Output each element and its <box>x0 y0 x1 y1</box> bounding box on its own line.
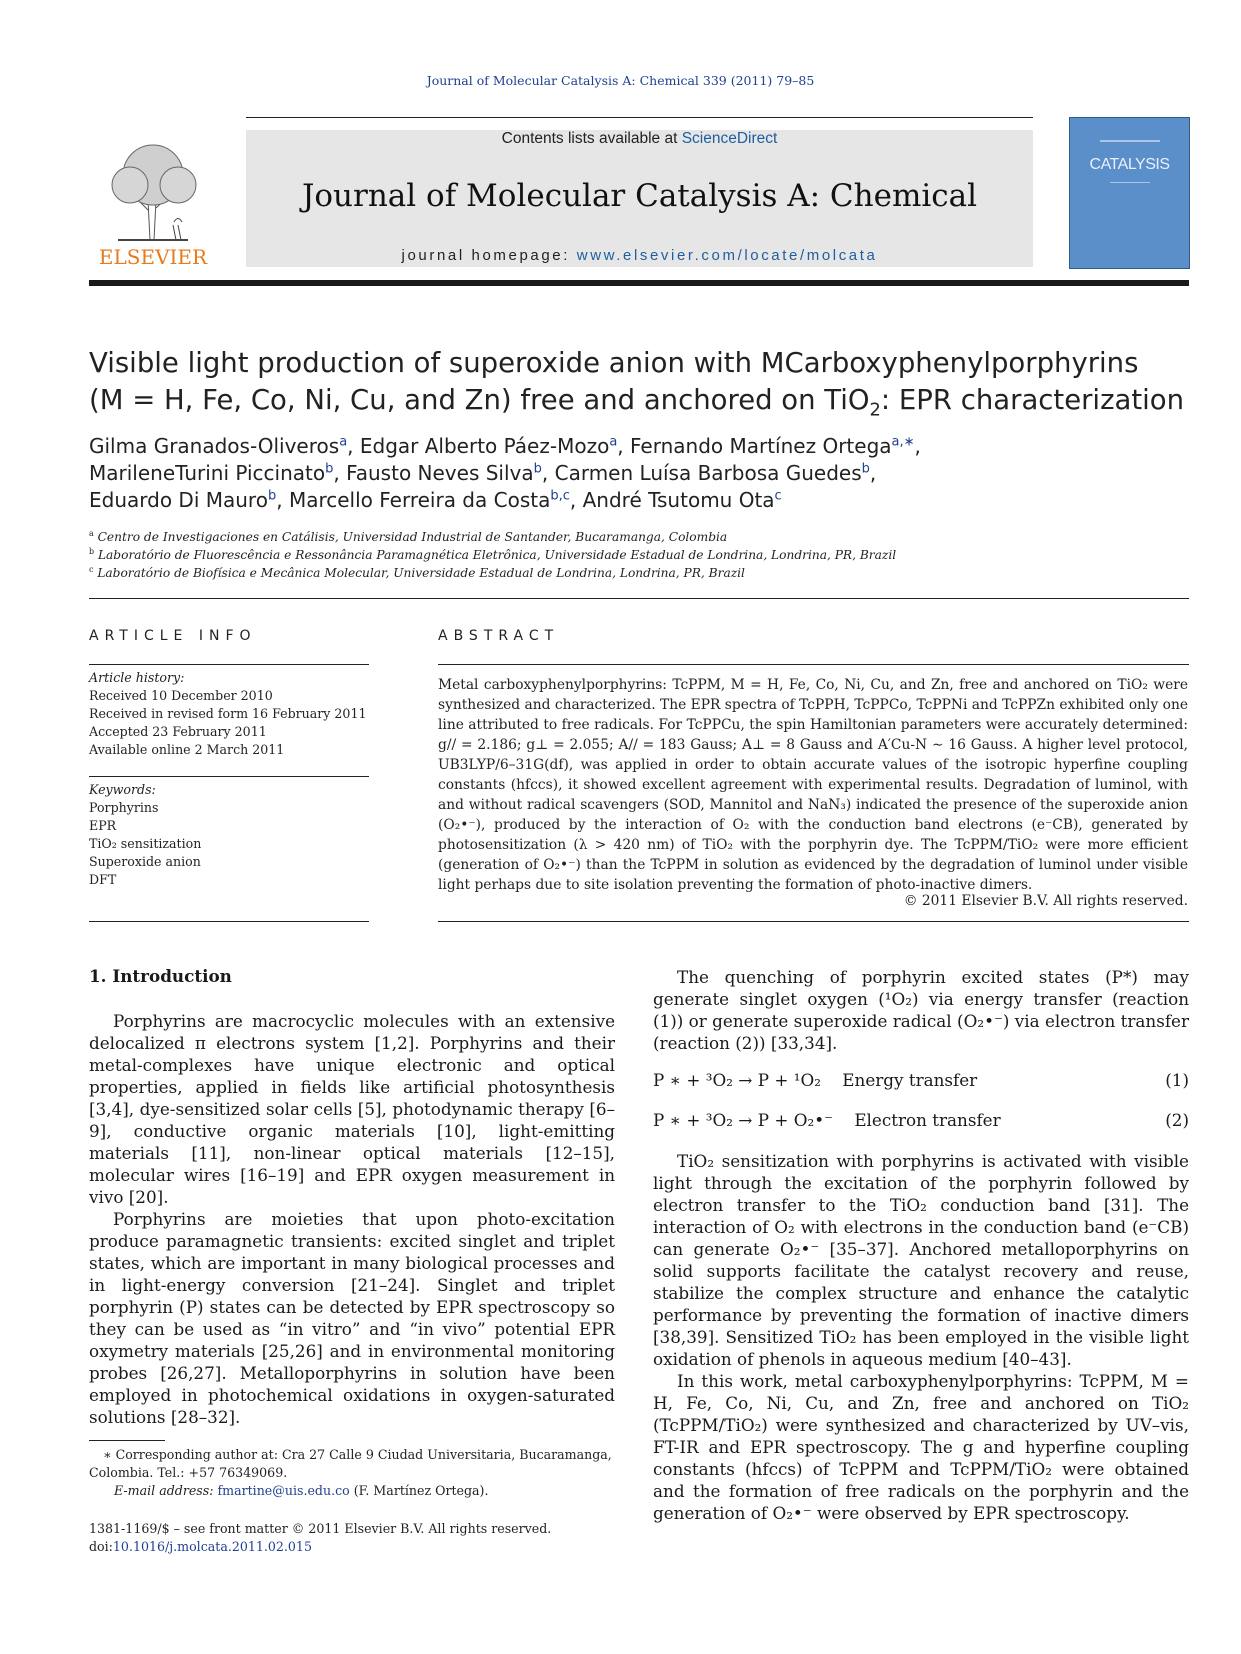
footnote-corresponding: ∗ Corresponding author at: Cra 27 Calle 9 Ciudad Universitaria, Bucaramanga, Colombia. Tel.: +57 76349069. E-mail address: fmartine@uis.edu.co (F. Martínez Ortega). <box>89 1447 612 1498</box>
author-name: Marcello Ferreira da Costa <box>288 488 551 512</box>
keyword: DFT <box>89 872 117 887</box>
abstract-copyright: © 2011 Elsevier B.V. All rights reserved. <box>903 893 1188 909</box>
author-affil-mark[interactable]: b,c <box>550 488 570 504</box>
author-affil-mark[interactable]: b <box>267 488 277 504</box>
cover-title: CATALYSIS <box>1089 156 1170 173</box>
author-affil-mark[interactable]: b <box>533 461 542 477</box>
history-item: Accepted 23 February 2011 <box>89 724 267 739</box>
paragraph: TiO₂ sensitization with porphyrins is activated with visible light through the excitation of the porphyrin followed by electron transfer to the TiO₂ conduction band [31]. The interaction of O₂ with electrons in the conduction band (e⁻CB) can generate O₂•⁻ [35–37]. Anchored metalloporphyrins on solid supports facilitate the catalyst recovery and reuse, stabilize the complex structure and enhance the catalytic performance by preventing the formation of inactive dimers [38,39]. Sensitized TiO₂ has been employed in the visible light oxidation of phenols in aqueous medium [40–43]. <box>653 1151 1189 1369</box>
author-affil-mark[interactable]: a,∗ <box>891 434 915 450</box>
author-name: Fernando Martínez Ortega <box>630 434 892 458</box>
journal-citation[interactable]: Journal of Molecular Catalysis A: Chemical 339 (2011) 79–85 <box>426 73 815 88</box>
author-affil-mark[interactable]: a <box>609 434 618 450</box>
homepage-link[interactable]: www.elsevier.com/locate/molcata <box>576 247 878 264</box>
journal-cover-image <box>1069 117 1190 269</box>
contents-line: Contents lists available at ScienceDirect <box>501 130 778 147</box>
author-name: Carmen Luísa Barbosa Guedes <box>554 461 862 485</box>
header-thick-rule <box>89 280 1189 286</box>
paragraph: Porphyrins are moieties that upon photo-excitation produce paramagnetic transients: excited singlet and triplet states, which are important in many biological processes and in light-energy conversion [21–24]. Singlet and triplet porphyrin (P) states can be detected by EPR spectroscopy so they can be used as “in vitro” and “in vivo” potential EPR oxymetry materials [25,26] and in environmental monitoring probes [26,27]. Metalloporphyrins in solution have been employed in photochemical oxidations in oxygen-saturated solutions [28–32]. <box>89 1209 615 1427</box>
affiliation: $^b$ Laboratório de Fluorescência e Ressonância Paramagnética Eletrônica, Universidade Estadual de Londrina, Londrina, PR, Brazil <box>89 546 897 562</box>
equation-number: (1) <box>1165 1070 1189 1090</box>
paragraph: In this work, metal carboxyphenylporphyrins: TcPPM, M = H, Fe, Co, Ni, Cu, and Zn, free and anchored on TiO₂ (TcPPM/TiO₂) were synthesized and characterized by UV–vis, FT-IR and EPR spectroscopy. The g and hyperfine coupling constants (hfccs) of TcPPM and TcPPM/TiO₂ were obtained and the formation of free radicals on the porphyrin and the generation of O₂•⁻ were observed by EPR spectroscopy. <box>653 1371 1189 1523</box>
doi-link[interactable]: 10.1016/j.molcata.2011.02.015 <box>112 1539 312 1554</box>
keyword: Superoxide anion <box>89 854 201 869</box>
publisher-name: ELSEVIER <box>98 245 208 269</box>
front-matter: 1381-1169/$ – see front matter © 2011 Elsevier B.V. All rights reserved. doi:10.1016/j.molcata.2011.02.015 <box>89 1521 552 1554</box>
author-name: Eduardo Di Mauro <box>89 488 268 512</box>
history-item: Available online 2 March 2011 <box>89 742 285 757</box>
keyword: Porphyrins <box>89 800 159 815</box>
section-rule <box>89 598 1189 599</box>
paper-title: Visible light production of superoxide anion with MCarboxyphenylporphyrins (M = H, Fe, Co, Ni, Cu, and Zn) free and anchored on TiO$_2$: EPR characterization <box>89 347 1185 421</box>
equation-1 <box>653 1070 1189 1090</box>
keyword: EPR <box>89 818 117 833</box>
author-affil-mark[interactable]: b <box>861 461 870 477</box>
equation-label: Energy transfer <box>842 1070 978 1090</box>
info-rule <box>89 664 369 665</box>
author-affil-mark[interactable]: b <box>325 461 334 477</box>
abstract-text: Metal carboxyphenylporphyrins: TcPPM, M = H, Fe, Co, Ni, Cu, and Zn, free and anchored on TiO₂ were synthesized and characterized. The EPR spectra of TcPPH, TcPPCo, TcPPNi and TcPPZn exhibited only one line attributed to free radicals. For TcPPCu, the spin Hamiltonian parameters were accurately determined: g// = 2.186; g⊥ = 2.055; A// = 183 Gauss; A⊥ = 8 Gauss and A′Cu-N ∼ 16 Gauss. A higher level protocol, UB3LYP/6–31G(df), was applied in order to obtain accurate values of the isotropic hyperfine coupling constants (hfccs), it showed excellent agreement with experimental results. Degradation of luminol, with and without radical scavengers (SOD, Mannitol and NaN₃) indicated the presence of the superoxide anion (O₂•⁻), produced by the interaction of O₂ with the conduction band electrons (e⁻CB), generated by photosensitization (λ > 420 nm) of TiO₂ with the porphyrin dye. The TcPPM/TiO₂ were more efficient (generation of O₂•⁻) than the TcPPM in solution as evidenced by the degradation of luminol under visible light perhaps due to site isolation preventing the formation of photo-inactive dimers. <box>438 677 1188 893</box>
abstract-rule <box>438 664 1189 665</box>
keyword: TiO₂ sensitization <box>89 836 202 851</box>
info-rule <box>89 921 369 922</box>
journal-title: Journal of Molecular Catalysis A: Chemical <box>301 178 978 214</box>
equation-expression: P ∗ + ³O₂ → P + ¹O₂ <box>653 1070 821 1090</box>
abstract-rule <box>438 921 1189 922</box>
history-item: Received 10 December 2010 <box>89 688 273 703</box>
author-name: André Tsutomu Ota <box>582 488 775 512</box>
abstract-heading: ABSTRACT <box>438 628 560 644</box>
section-heading-introduction: 1. Introduction <box>89 966 232 986</box>
info-rule <box>89 776 369 777</box>
email-link[interactable]: fmartine@uis.edu.co <box>217 1483 350 1498</box>
author-name: MarileneTurini Piccinato <box>89 461 326 485</box>
paragraph: Porphyrins are macrocyclic molecules with an extensive delocalized π electrons system [1,2]. Porphyrins and their metal-complexes have unique electronic and optical properties, applied in fields like artificial photosynthesis [3,4], dye-sensitized solar cells [5], photodynamic therapy [6–9], conductive organic materials [10], light-emitting materials [11], non-linear optical materials [12–15], molecular wires [16–19] and EPR oxygen measurement in vivo [20]. <box>89 1011 615 1207</box>
author-name: Edgar Alberto Páez-Mozo <box>359 434 610 458</box>
author-affil-mark[interactable]: c <box>774 488 782 504</box>
author-name: Fausto Neves Silva <box>346 461 534 485</box>
equation-number: (2) <box>1165 1110 1189 1130</box>
affiliation: $^c$ Laboratório de Biofísica e Mecânica Molecular, Universidade Estadual de Londrina, Londrina, PR, Brazil <box>89 564 745 580</box>
author-name: Gilma Granados-Oliveros <box>89 434 340 458</box>
journal-homepage: journal homepage: www.elsevier.com/locate/molcata <box>401 247 878 264</box>
history-item: Received in revised form 16 February 2011 <box>89 706 367 721</box>
right-column-intro <box>653 966 1189 1054</box>
keywords: Keywords: Porphyrins EPR TiO₂ sensitization Superoxide anion DFT <box>89 781 379 889</box>
footnote-rule <box>89 1440 165 1441</box>
article-info-heading: ARTICLE INFO <box>89 628 257 644</box>
article-history: Article history: Received 10 December 2010 Received in revised form 16 February 2011 Accepted 23 February 2011 Available online 2 March 2011 <box>89 669 379 759</box>
left-column <box>89 1010 615 1428</box>
sciencedirect-link[interactable]: ScienceDirect <box>681 130 778 147</box>
equation-2 <box>653 1110 1189 1130</box>
equation-expression: P ∗ + ³O₂ → P + O₂•⁻ <box>653 1110 833 1130</box>
affiliation: $^a$ Centro de Investigaciones en Catálisis, Universidad Industrial de Santander, Bucaramanga, Colombia <box>89 528 728 544</box>
affiliations <box>89 528 1189 582</box>
equation-label: Electron transfer <box>854 1110 1001 1130</box>
right-column <box>653 1150 1189 1524</box>
author-affil-mark[interactable]: a <box>339 434 348 450</box>
header-rule <box>246 117 1033 118</box>
elsevier-logo <box>88 130 218 270</box>
author-list: Gilma Granados-Oliveros$^a$, Edgar Alberto Páez-Mozo$^a$, Fernando Martínez Ortega$^{a,∗}$, MarileneTurini Piccinato$^b$, Fausto Neves Silva$^b$, Carmen Luísa Barbosa Guedes$^b$, Eduardo Di Mauro$^b$, Marcello Ferreira da Costa$^{b,c}$, André Tsutomu Ota$^c$ <box>89 434 921 512</box>
paragraph: The quenching of porphyrin excited states (P*) may generate singlet oxygen (¹O₂) via energy transfer (reaction (1)) or generate superoxide radical (O₂•⁻) via electron transfer (reaction (2)) [33,34]. <box>653 967 1189 1053</box>
